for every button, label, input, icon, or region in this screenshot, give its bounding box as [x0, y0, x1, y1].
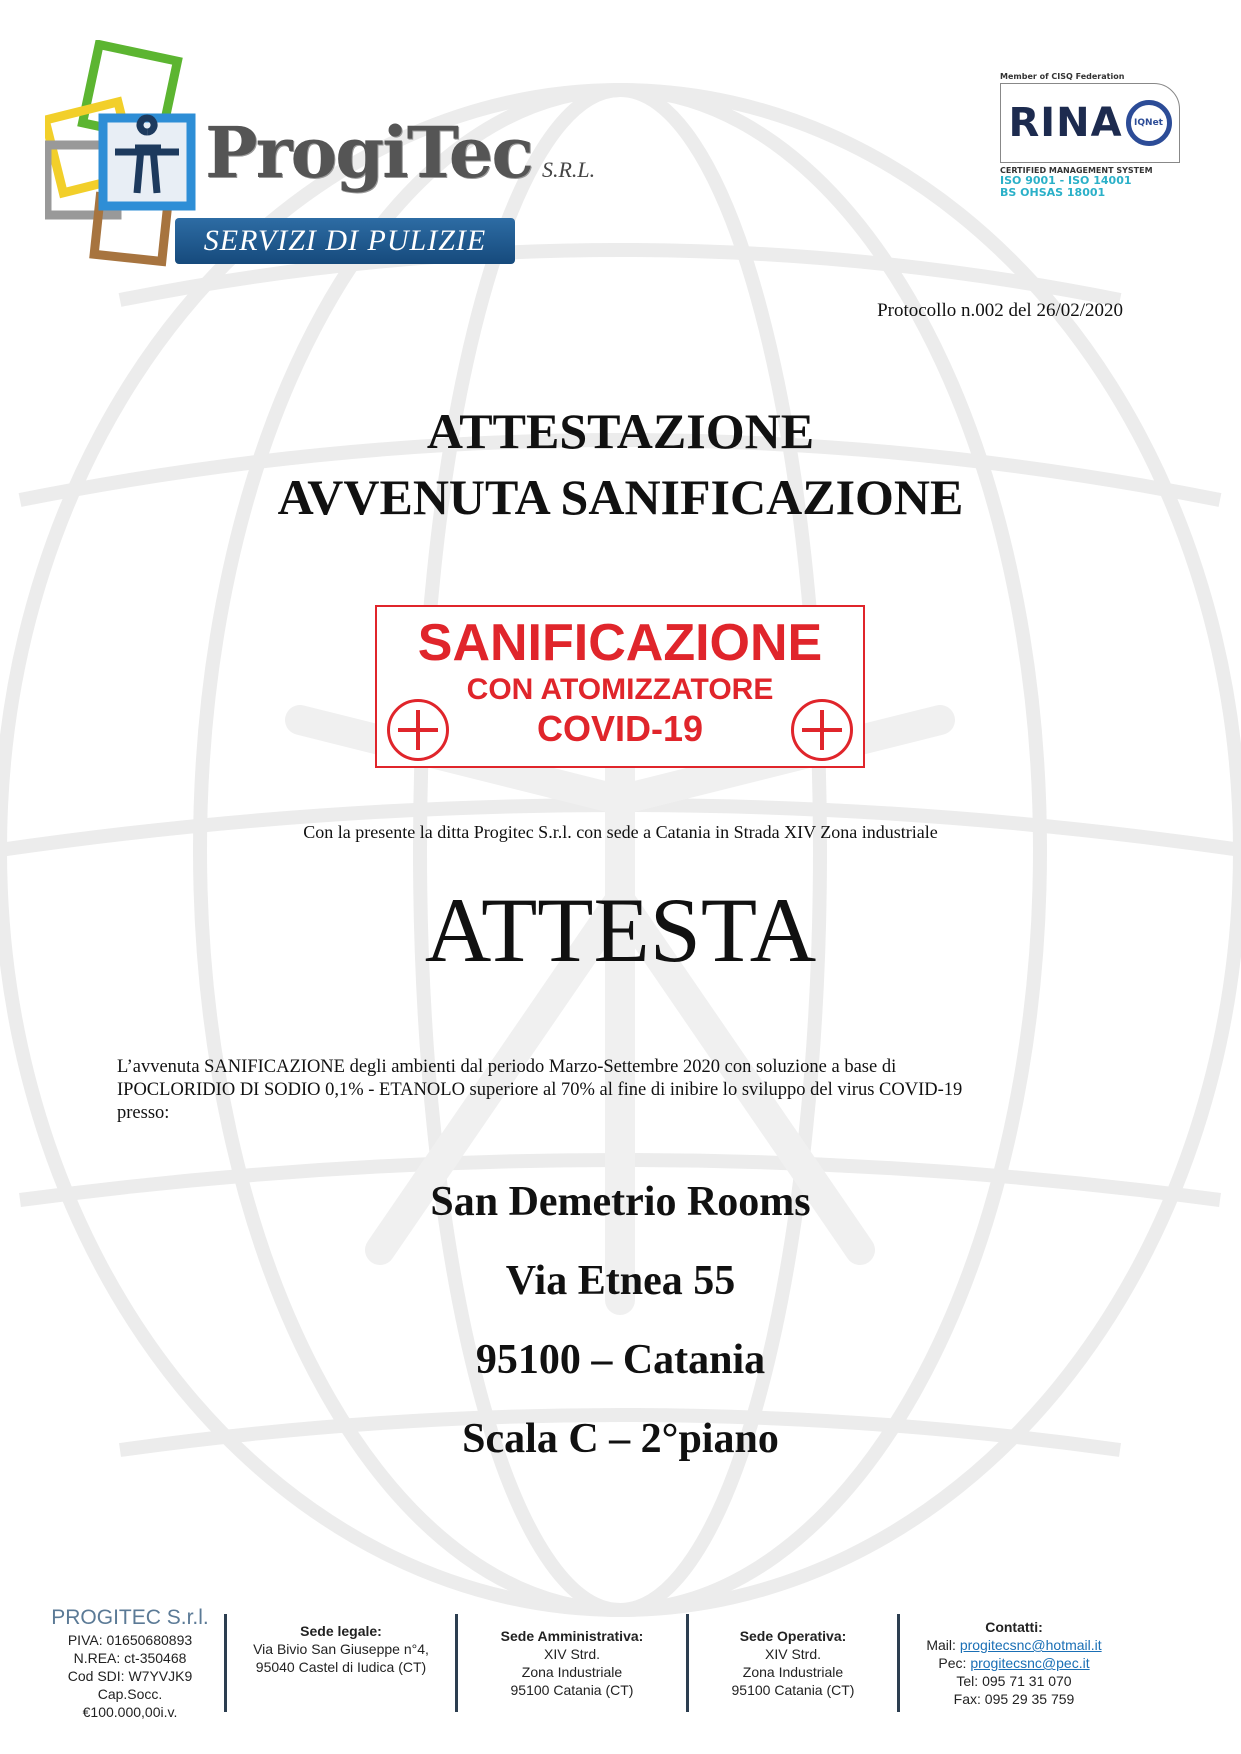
company-name: PROGITEC S.r.l. — [51, 1606, 209, 1629]
stamp-line-3: COVID-19 — [536, 708, 704, 749]
admin-heading: Sede Amministrativa: — [500, 1628, 644, 1644]
client-city: 95100 – Catania — [475, 1337, 766, 1383]
divider — [897, 1614, 900, 1712]
operative-line: XIV Strd. — [764, 1646, 822, 1662]
operative-line: Zona Industriale — [742, 1664, 844, 1680]
protocol-number: Protocollo n.002 del 26/02/2020 — [877, 300, 1123, 321]
admin-line: 95100 Catania (CT) — [510, 1682, 634, 1698]
paragraph-line: L’avvenuta SANIFICAZIONE degli ambienti dal periodo Marzo-Settembre 2020 con soluzione a base di — [117, 1057, 897, 1077]
footer-company — [50, 1608, 210, 1718]
footer-legal — [241, 1608, 441, 1718]
cisq-member: Member of CISQ Federation — [1000, 72, 1125, 81]
document-title — [0, 398, 1241, 530]
operative-line: 95100 Catania (CT) — [731, 1682, 855, 1698]
company-piva: PIVA: 01650680893 — [67, 1632, 193, 1648]
contacts-heading: Contatti: — [985, 1619, 1043, 1635]
mail-link[interactable]: progitecsnc@hotmail.it — [959, 1637, 1102, 1653]
divider — [224, 1614, 227, 1712]
client-floor: Scala C – 2°piano — [462, 1416, 779, 1462]
company-sdi: Cod SDI: W7YVJK9 — [67, 1668, 193, 1684]
footer-admin — [472, 1608, 672, 1718]
progitec-logo — [45, 40, 645, 270]
paragraph-line: IPOCLORIDIO DI SODIO 0,1% - ETANOLO superiore al 70% al fine di inibire lo sviluppo del virus COVID-19 — [117, 1080, 963, 1100]
operative-heading: Sede Operativa: — [739, 1628, 847, 1644]
paragraph-line: presso: — [117, 1103, 170, 1123]
divider — [686, 1614, 689, 1712]
telephone: Tel: 095 71 31 070 — [956, 1673, 1072, 1689]
legal-line: Via Bivio San Giuseppe n°4, — [253, 1641, 429, 1657]
cross-right-icon — [791, 699, 853, 761]
admin-line: XIV Strd. — [543, 1646, 601, 1662]
stamp-line-1: SANIFICAZIONE — [417, 614, 823, 672]
attestation-paragraph — [117, 1056, 1127, 1125]
logo-brand: ProgiTec — [205, 111, 532, 194]
fax: Fax: 095 29 35 759 — [953, 1691, 1075, 1707]
divider — [455, 1614, 458, 1712]
attesta-heading: ATTESTA — [424, 879, 817, 981]
iso-line-1: ISO 9001 - ISO 14001 — [1000, 174, 1132, 187]
logo-suffix: S.R.L. — [541, 157, 596, 182]
iso-line-2: BS OHSAS 18001 — [1000, 186, 1106, 199]
logo-wordmark — [205, 110, 595, 196]
client-street: Via Etnea 55 — [505, 1258, 736, 1304]
intro-text: Con la presente la ditta Progitec S.r.l. con sede a Catania in Strada XIV Zona industriale — [303, 822, 938, 842]
legal-heading: Sede legale: — [300, 1623, 382, 1639]
mail-label: Mail: — [926, 1637, 960, 1653]
rina-certification — [1000, 72, 1180, 207]
client-name: San Demetrio Rooms — [430, 1179, 811, 1225]
company-rea: N.REA: ct-350468 — [73, 1650, 187, 1666]
pec-link[interactable]: progitecsnc@pec.it — [970, 1655, 1090, 1671]
stamp-line-2: CON ATOMIZZATORE — [466, 673, 774, 706]
admin-line: Zona Industriale — [521, 1664, 623, 1680]
cross-left-icon — [387, 699, 449, 761]
title-line-2: AVVENUTA SANIFICAZIONE — [277, 469, 964, 525]
sanitization-stamp — [375, 605, 865, 768]
rina-logo: RINA — [1008, 100, 1123, 146]
footer-contacts — [914, 1608, 1114, 1718]
pec-label: Pec: — [938, 1655, 971, 1671]
logo-tagline: SERVIZI DI PULIZIE — [175, 218, 515, 264]
legal-line: 95040 Castel di Iudica (CT) — [255, 1659, 427, 1675]
footer — [50, 1608, 1190, 1718]
footer-operative — [703, 1608, 883, 1718]
iqnet-seal-icon: IQNet — [1126, 100, 1172, 146]
company-capital: Cap.Socc. €100.000,00i.v. — [82, 1686, 178, 1720]
client-address — [0, 1163, 1241, 1479]
title-line-1: ATTESTAZIONE — [426, 403, 815, 459]
cert-system: CERTIFIED MANAGEMENT SYSTEM — [1000, 166, 1153, 175]
